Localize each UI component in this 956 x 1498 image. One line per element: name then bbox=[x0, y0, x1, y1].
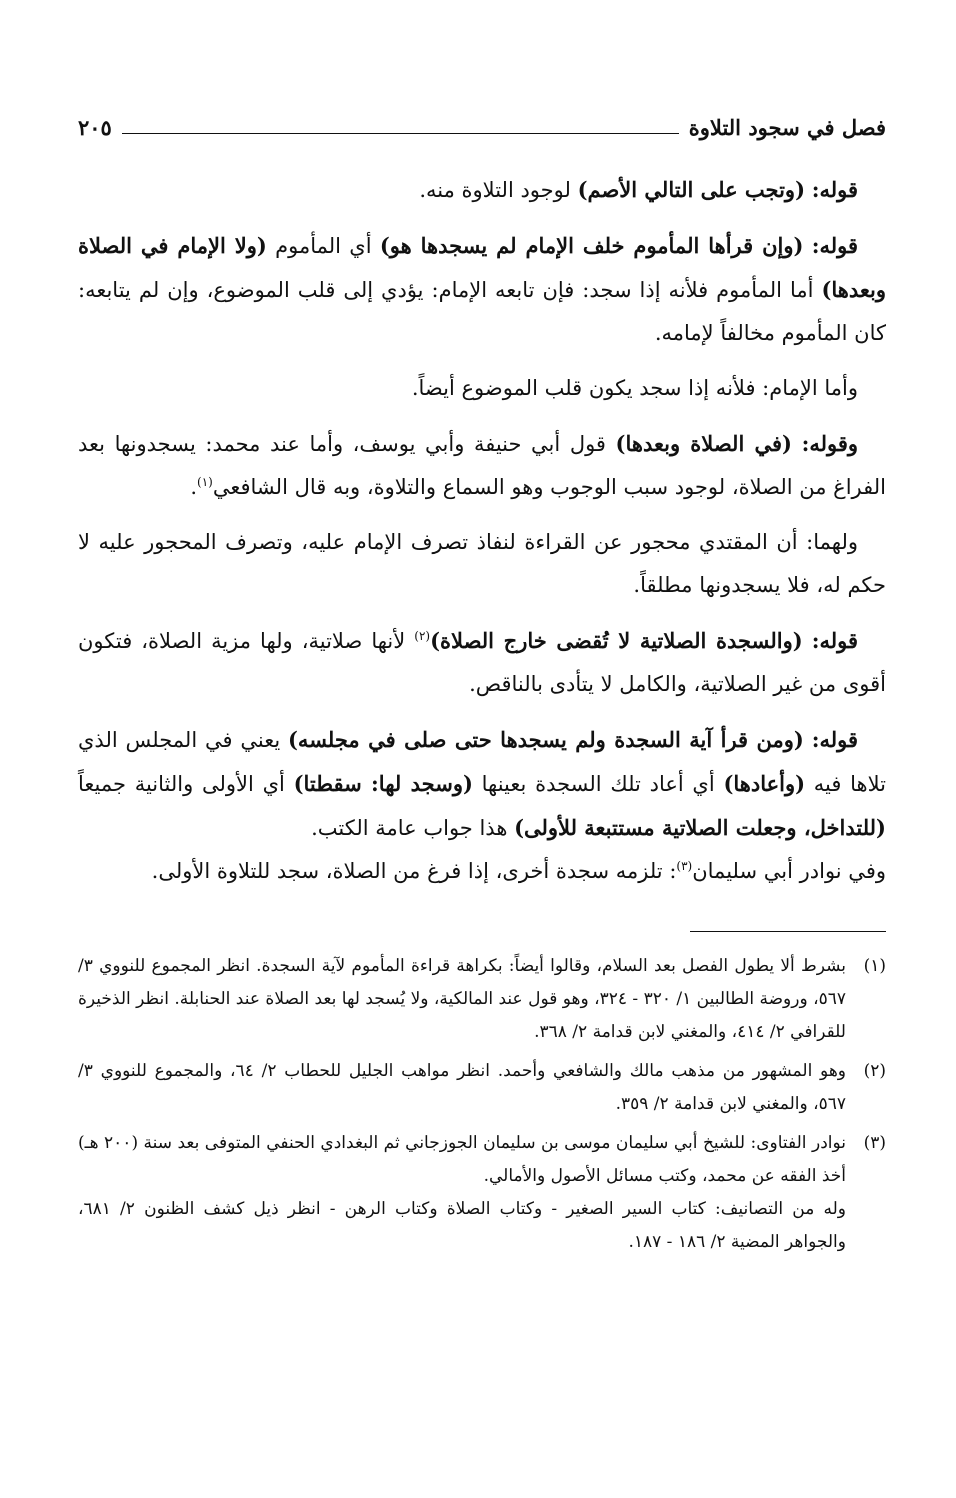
paragraph-lead: وقوله: bbox=[801, 431, 858, 456]
footnote-body bbox=[78, 1055, 846, 1121]
footnote-body bbox=[78, 1127, 846, 1259]
footnote-ref: (٢) bbox=[414, 629, 431, 643]
footnote-body bbox=[78, 950, 846, 1049]
paragraph-4 bbox=[78, 422, 886, 509]
footnote-ref: (٣) bbox=[676, 859, 693, 873]
commentary-text: يعني في المجلس الذي تلاها فيه bbox=[78, 728, 886, 796]
quoted-matn: (في الصلاة وبعدها) bbox=[615, 431, 792, 456]
paragraph-6 bbox=[78, 619, 886, 706]
commentary-text: أي الأولى والثانية جميعاً bbox=[78, 772, 294, 796]
commentary-text: ولهما: أن المقتدي محجور عن القراءة لنفاذ تصرف الإمام عليه، وتصرف المحجور عليه لا حكم له، فلا يسجدونها مطلقاً. bbox=[78, 530, 886, 597]
paragraph-1 bbox=[78, 168, 886, 212]
quoted-matn: (وتجب على التالي الأصم) bbox=[577, 177, 806, 202]
commentary-text: لوجود التلاوة منه. bbox=[419, 178, 578, 202]
commentary-text: هذا جواب عامة الكتب. bbox=[311, 816, 515, 840]
commentary-text: أي أعاد تلك السجدة بعينها bbox=[472, 772, 724, 796]
paragraph-lead: قوله: bbox=[811, 727, 858, 752]
book-page bbox=[78, 110, 886, 1265]
footnote-number: (٣) bbox=[863, 1133, 886, 1153]
footnote-1 bbox=[78, 950, 886, 1049]
footnote-number: (٢) bbox=[863, 1061, 886, 1081]
paragraph-5 bbox=[78, 521, 886, 607]
paragraph-3 bbox=[78, 367, 886, 410]
quoted-matn: (وأعادها) bbox=[723, 771, 806, 796]
page-number: ٢٠٥ bbox=[78, 115, 112, 140]
commentary-text: وأما الإمام: فلأنه إذا سجد يكون قلب الموضوع أيضاً. bbox=[411, 376, 858, 400]
footnote-separator bbox=[690, 931, 886, 932]
header-rule bbox=[122, 133, 679, 134]
running-header bbox=[78, 110, 886, 140]
footnote-2 bbox=[78, 1055, 886, 1121]
footnote-text: بشرط ألا يطول الفصل بعد السلام، وقالوا أيضاً: بكراهة قراءة المأموم لآية السجدة. انظر المجموع للنووي ٣/ ٥٦٧، وروضة الطالبين ١/ ٣٢٠ - ٣٢٤، وهو قول عند المالكية، ولا يُسجد لها بعد الصلاة عند الحنابلة. انظر الذخيرة للقرافي ٢/ ٤١٤، والمغني لابن قدامة ٢/ ٣٦٨. bbox=[78, 956, 846, 1042]
footnote-3 bbox=[78, 1127, 886, 1259]
paragraph-2 bbox=[78, 224, 886, 355]
quoted-matn: (للتداخل، وجعلت الصلاتية مستتبعة للأولى) bbox=[514, 815, 886, 840]
commentary-text: . bbox=[190, 475, 198, 499]
paragraph-7-continuation bbox=[78, 850, 886, 893]
quoted-matn: (ولا الإمام في الصلاة وبعدها) bbox=[78, 233, 886, 302]
footnote-text: وله من التصانيف: كتاب السير الصغير - وكتاب الصلاة وكتاب الرهن - انظر ذيل كشف الظنون ٢/ ٦٨١، والجواهر المضية ٢/ ١٨٦ - ١٨٧. bbox=[78, 1199, 847, 1252]
commentary-text: قول أبي حنيفة وأبي يوسف، وأما عند محمد: يسجدونها بعد الفراغ من الصلاة، لوجود سبب الوجوب وهو السماع والتلاوة، وبه قال الشافعي bbox=[78, 432, 886, 499]
quoted-matn: (وإن قرأها المأموم خلف الإمام لم يسجدها هو) bbox=[379, 233, 804, 258]
paragraph-7 bbox=[78, 718, 886, 850]
footnote-text: نوادر الفتاوى: للشيخ أبي سليمان موسى بن سليمان الجوزجاني ثم البغدادي الحنفي المتوفى بعد سنة (٢٠٠ هـ) أخذ الفقه عن محمد، وكتب مسائل الأصول والأمالي. bbox=[78, 1133, 847, 1186]
commentary-text: لأنها صلاتية، ولها مزية الصلاة، فتكون أقوى من غير الصلاتية، والكامل لا يتأدى بالناقص. bbox=[78, 629, 886, 696]
quoted-matn: (وسجد لها: سقطتا) bbox=[293, 771, 473, 796]
commentary-text: أما المأموم فلأنه إذا سجد: فإن تابعه الإمام: يؤدي إلى قلب الموضوع، وإن لم يتابعه: كان المأموم مخالفاً لإمامه. bbox=[78, 278, 886, 345]
paragraph-lead: قوله: bbox=[811, 628, 858, 653]
chapter-title: فصل في سجود التلاوة bbox=[688, 115, 886, 140]
footnote-ref: (١) bbox=[197, 475, 213, 489]
footnote-text: وهو المشهور من مذهب مالك والشافعي وأحمد. انظر مواهب الجليل للحطاب ٢/ ٦٤، والمجموع للنووي ٣/ ٥٦٧، والمغني لابن قدامة ٢/ ٣٥٩. bbox=[78, 1061, 847, 1114]
quoted-matn: (والسجدة الصلاتية لا تُقضى خارج الصلاة) bbox=[430, 628, 803, 653]
paragraph-lead: قوله: bbox=[811, 233, 859, 258]
paragraph-lead: قوله: bbox=[811, 177, 858, 202]
commentary-text: وفي نوادر أبي سليمان bbox=[692, 859, 886, 883]
commentary-text: أي المأموم bbox=[266, 234, 380, 258]
footnote-number: (١) bbox=[863, 956, 886, 976]
commentary-text: : تلزمه سجدة أخرى، إذا فرغ من الصلاة، سجد للتلاوة الأولى. bbox=[151, 859, 677, 883]
quoted-matn: (ومن قرأ آية السجدة ولم يسجدها حتى صلى في مجلسه) bbox=[288, 727, 804, 752]
